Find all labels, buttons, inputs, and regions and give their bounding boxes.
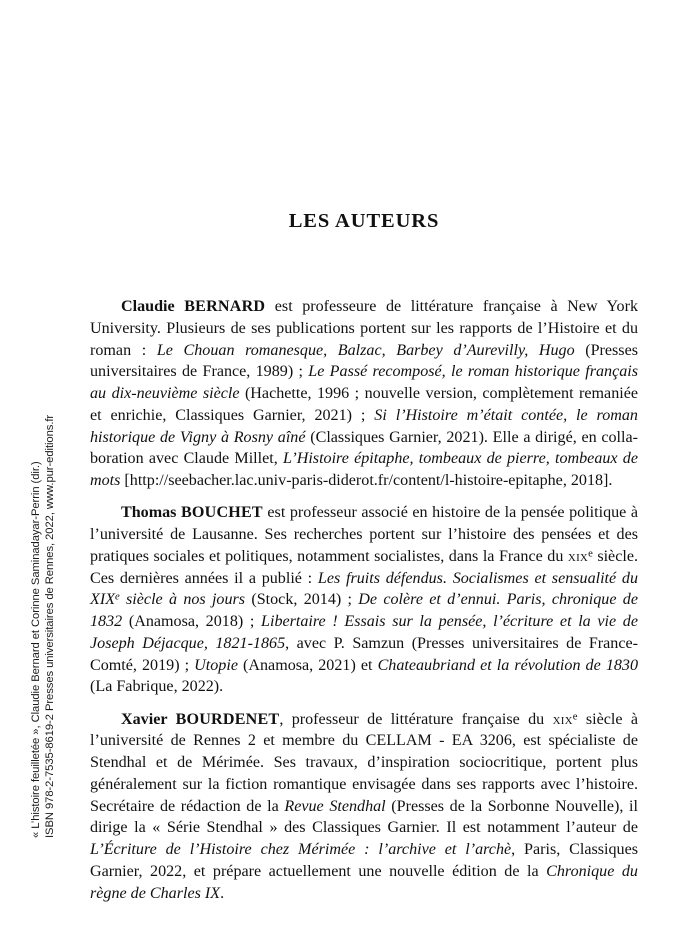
entry-text-2: siècle à l’université de Rennes 2 et membre du CELLAM - EA 3206, est spécialiste de Stendhal et de Mérimée. Ses travaux, d’inspiration sociocritique, portent plus généralement sur la fiction romantique envisagée dans ses rapports avec l’histoire. Secrétaire de rédaction de la <box>90 710 638 815</box>
work-title-3: Si l’Histoire m’était contée, le roman historique de Vigny à Rosny aîné <box>90 406 638 446</box>
work-title-2: L’Écriture de l’Histoire chez Mérimée : l’archive et l’archè <box>90 841 512 858</box>
entry-text-4: , Paris, Classiques Garnier, 2022, et prépare actuellement une nouvelle édition de la <box>90 841 638 880</box>
author-last-name: BOURDENET <box>175 710 280 728</box>
author-first-name: Xavier <box>121 710 176 728</box>
entry-text-5: , avec P. Samzun (Presses universitaires de France-Comté, 2019) ; <box>90 634 638 674</box>
author-first-name: Claudie <box>121 298 185 315</box>
author-first-name: Thomas <box>121 504 181 522</box>
work-title-4: Utopie <box>194 656 238 674</box>
work-title-1-ordinal: e <box>115 591 120 603</box>
work-title-2: Le Passé recomposé, le roman historique français au dix-neuvième siècle <box>90 363 638 402</box>
entry-text-6: (Anamosa, 2021) et <box>237 656 378 674</box>
work-title-1: Le Chouan romanesque, Balzac, Barbey d’Aurevilly, Hugo <box>156 341 575 359</box>
work-title-3: Chronique du règne de Charles IX <box>90 862 638 902</box>
entry-text-2: (Presses universitaires de France, 1989) ; <box>90 341 638 381</box>
author-last-name: BOUCHET <box>180 504 263 522</box>
entry-text-5: . <box>220 884 225 902</box>
century-numeral: xix <box>567 547 589 565</box>
page-content <box>90 0 638 948</box>
spine-line-title: « L’histoire feuilletée », Claudie Bernard et Corinne Saminadayar-Perrin (dir.) <box>30 461 42 838</box>
entry-text-3: (Hachette, 1996 ; nouvelle version, complètement remaniée et enrichie, Classiques Garnier, 2021) ; <box>90 385 638 424</box>
page-title: LES AUTEURS <box>288 209 440 232</box>
work-title-1a: Les fruits défendus. Socialismes et sensualité du XIX <box>90 569 639 609</box>
work-title-4: L’Histoire épitaphe, tombeaux de pierre, tombeaux de mots <box>90 450 638 489</box>
author-entry-bernard <box>90 296 638 492</box>
copyright-spine-text <box>30 0 57 838</box>
century-numeral: xix <box>552 710 573 728</box>
century-ordinal-suffix: e <box>572 711 578 723</box>
entry-text-1: est professeure de littérature française à New York University. Plusieurs de ses publications portent sur les rapports de l’Histoire et du roman : <box>90 298 639 359</box>
century-ordinal-suffix: e <box>588 548 593 560</box>
work-title-1b: siècle à nos jours <box>119 591 246 609</box>
entry-text-3: (Presses de la Sorbonne Nouvelle), il dirige la « Série Stendhal » des Classiques Garnier. Il est notamment l’auteur de <box>90 797 638 837</box>
entry-text-1: est professeur associé en histoire de la pensée politique à l’université de Lausanne. Ses recherches portent sur l’histoire des pensées et des pratiques sociales et politiques, notamment socialistes, dans la France du <box>90 504 638 565</box>
author-entry-bouchet <box>90 502 638 698</box>
work-title-5: Chateaubriand et la révolution de 1830 <box>377 656 639 674</box>
work-title-3: Libertaire ! Essais sur la pensée, l’écriture et la vie de Joseph Déjacque, 1821-1865 <box>90 613 638 652</box>
entry-text-5: [http://seebacher.lac.univ-paris-diderot.fr/content/l-histoire-epitaphe, 2018]. <box>120 472 613 489</box>
spine-line-isbn: ISBN 978-2-7535-8619-2 Presses universitaires de Rennes, 2022, www.pur-editions.fr <box>43 414 56 838</box>
entry-text-1: , professeur de littérature française du <box>279 710 553 728</box>
author-last-name: BERNARD <box>184 298 266 315</box>
author-entry-bourdenet <box>90 709 638 905</box>
entry-text-7: (La Fabrique, 2022). <box>90 678 224 696</box>
authors-list <box>90 296 638 904</box>
entry-text-2: siècle. Ces dernières années il a publié : <box>90 547 638 587</box>
work-title-2: De colère et d’ennui. Paris, chronique de 1832 <box>90 591 638 630</box>
entry-text-3: (Stock, 2014) ; <box>245 591 359 609</box>
copyright-spine <box>0 0 60 948</box>
entry-text-4: (Classiques Garnier, 2021). Elle a dirigé, en collaboration avec Claude Millet, <box>90 428 639 468</box>
entry-text-4: (Anamosa, 2018) ; <box>122 613 262 630</box>
work-title-1: Revue Stendhal <box>284 797 386 815</box>
